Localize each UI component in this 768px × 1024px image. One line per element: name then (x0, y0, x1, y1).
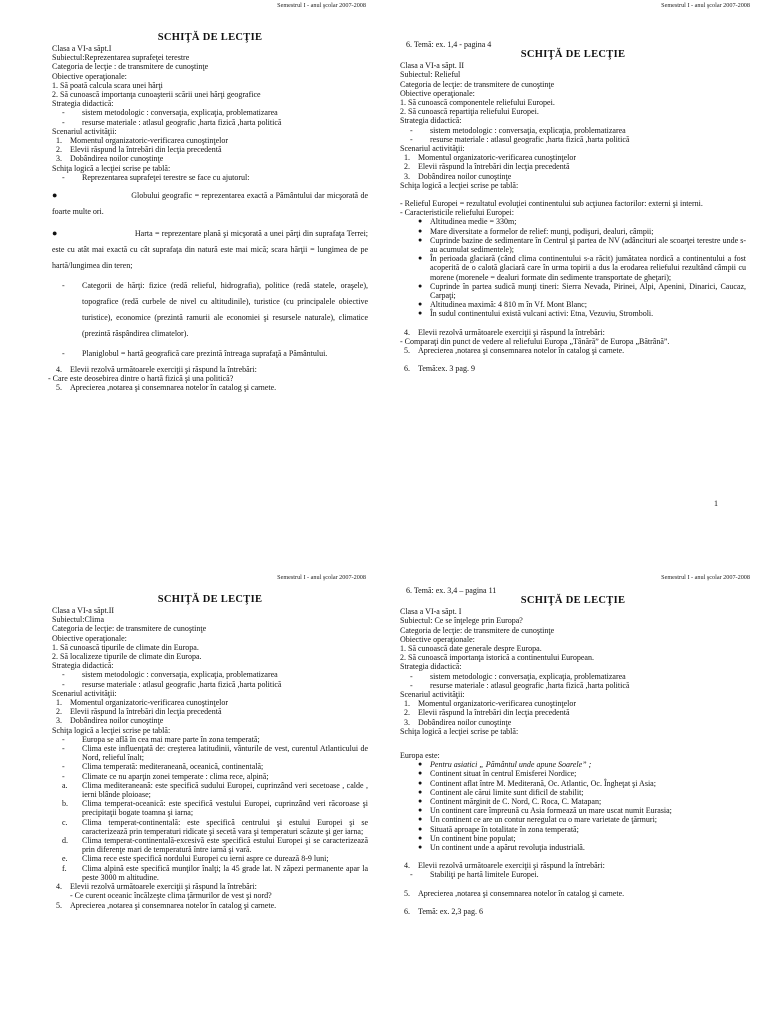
page-header: Semestrul I - anul şcolar 2007-2008 (277, 574, 366, 581)
page-header: Semestrul I - anul şcolar 2007-2008 (661, 574, 750, 581)
lesson-relieful (384, 0, 768, 512)
exercise-4: 4. Elevii rezolvă următoarele exerciţii şi răspund la întrebări: (56, 365, 257, 375)
objective-1: 1. Să cunoască date generale despre Europa. (400, 644, 542, 654)
scenario-title: Scenariul activităţii: (52, 126, 117, 136)
schema-title: Schiţa logică a lecţiei scrise pe tablă: (400, 180, 519, 190)
scenario-item: 2. Elevii răspund la întrebări din lecţia precedentă (56, 707, 222, 717)
strategy-item: - resurse materiale : atlasul geografic ,harta fizică ,harta politică (410, 680, 630, 690)
strategy-title: Strategia didactică: (52, 99, 114, 109)
europe-bullet: ● Continent ale cărui limite sunt dificil de stabilit; (418, 787, 584, 797)
relief-bullet: ● Mare diversitate a formelor de relief: munţi, podişuri, dealuri, câmpii; (418, 226, 654, 236)
scenario-item: 1. Momentul organizatoric-verificarea cunoştinţelor (56, 136, 229, 146)
objective-2: 2. Să cunoască repartiţia reliefului Europei. (400, 107, 539, 117)
lesson-reprezentarea (0, 0, 384, 512)
lesson-europa (384, 512, 768, 1024)
relief-bullet: ● Cuprinde în partea sudică munţi tineri: Sierra Nevada, Pirinei, Alpi, Apenini, Dinarici, Caucaz, Carpaţi; (418, 281, 746, 301)
relief-intro: - Relieful Europei = rezultatul evoluţiei continentului sub acţiunea factorilor: externi şi interni. (400, 199, 703, 209)
objectives-title: Obiective operaţionale: (52, 633, 127, 643)
scenario-item: 2. Elevii răspund la întrebări din lecţia precedentă (56, 145, 222, 155)
exercise-5: 5. Aprecierea ,notarea şi consemnarea notelor în catalog şi carnete. (404, 346, 625, 356)
climate-dash: - Europa se află în cea mai mare parte în zona temperată; (62, 734, 260, 744)
relief-bullet: ● Altitudinea medie = 330m; (418, 217, 517, 227)
exercise-question: - Comparaţi din punct de vedere al reliefului Europa „Tânără” de Europa „Bătrână”. (400, 336, 670, 346)
scenario-item: 2. Elevii răspund la întrebări din lecţia precedentă (404, 708, 570, 718)
map-categories: - Categorii de hărţi: fizice (redă relieful, hidrografia), politice (redă statele, oraşele), topografice (redă curbele de nivel cu altitudinile), turistice (cu principalele obiective turistice), economice (prezintă ramurii ale economiei şi resursele naturale), climatice (prezintă răspândirea climatelor). (62, 281, 368, 339)
europe-bullet: ● Continent situat în centrul Emisferei Nordice; (418, 769, 577, 779)
exercise-question: - Care este deosebirea dintre o hartă fizică şi una politică? (48, 374, 234, 384)
objectives-title: Obiective operaţionale: (400, 634, 475, 644)
scenario-item: 3. Dobândirea noilor cunoştinţe (404, 717, 512, 727)
schema-title: Schiţa logică a lecţiei scrise pe tablă: (400, 726, 519, 736)
scenario-item: 3. Dobândirea noilor cunoştinţe (56, 154, 164, 164)
category-line: Categoria de lecţie : de transmitere de cunoştinţe (52, 62, 209, 72)
subject-line: Subiectul:Clima (52, 615, 104, 625)
globe-definition: ● Globului geografic = reprezentarea exactă a Pământului dar micşorată de foarte multe ori. (52, 190, 369, 217)
climate-dash: - Climate ce nu aparţin zonei temperate : clima rece, alpină; (62, 771, 269, 781)
homework: 6. Temă: ex. 2,3 pag. 6 (404, 906, 483, 916)
climate-type: c. Clima temperat-continentală: este specifică centrului şi estului Europei şi se caracterizează prin temperaturi ridicate şi secetă vara şi temperaturi scăzute şi ger iarna; (62, 817, 368, 836)
objectives-title: Obiective operaţionale: (400, 88, 475, 98)
strategy-title: Strategia didactică: (400, 116, 462, 126)
scenario-item: 1. Momentul organizatoric-verificarea cunoştinţelor (404, 153, 577, 163)
climate-type: e. Clima rece este specifică nordului Europei cu ierni aspre ce durează 8-9 luni; (62, 854, 329, 864)
subject-line: Subiectul:Reprezentarea suprafeţei terestre (52, 53, 190, 63)
relief-bullet: ● Cuprinde bazine de sedimentare în Centrul şi partea de NV (adâncituri ale scoarţei terestre unde s-au acumulat sedimentele); (418, 235, 746, 255)
schema-dash: - Reprezentarea suprafeţei terestre se face cu ajutorul: (62, 172, 250, 182)
strategy-title: Strategia didactică: (52, 661, 114, 671)
strategy-item: - resurse materiale : atlasul geografic ,harta fizică ,harta politică (410, 134, 630, 144)
class-line: Clasa a VI-a săpt. I (400, 607, 462, 617)
class-line: Clasa a VI-a săpt.II (52, 606, 115, 615)
europe-bullet: ● Un continent care împreună cu Asia formează un mare uscat numit Eurasia; (418, 806, 672, 816)
strategy-item: - sistem metodologic : conversaţia, explicaţia, problematizarea (410, 125, 626, 135)
schema-title: Schiţa logică a lecţiei scrise pe tablă: (52, 725, 171, 735)
climate-dash: - Clima temperată: mediteraneană, oceanică, continentală; (62, 762, 264, 772)
page-number: 1 (714, 499, 718, 508)
europe-bullet: ● Pentru asiatici „ Pământul unde apune Soarele” ; (418, 760, 592, 770)
climate-dash: - Clima este influenţată de: creşterea latitudinii, vânturile de vest, curentul Atlanticului de Nord, relieful înalt; (62, 744, 368, 763)
strategy-item: - resurse materiale : atlasul geografic ,harta fizică ,harta politică (62, 117, 282, 127)
scenario-item: 1. Momentul organizatoric-verificarea cunoştinţelor (56, 698, 229, 708)
exercise-5: 5. Aprecierea ,notarea şi consemnarea notelor în catalog şi carnete. (56, 383, 277, 393)
category-line: Categoria de lecţie: de transmitere de cunoştinţe (400, 79, 555, 89)
europe-bullet: ● Situată aproape în totalitate în zona temperată; (418, 824, 579, 834)
strategy-title: Strategia didactică: (400, 662, 462, 672)
lesson-title: SCHIŢĂ DE LECŢIE (157, 594, 263, 605)
class-line: Clasa a VI-a săpt. II (400, 61, 465, 71)
schema-title: Schiţa logică a lecţiei scrise pe tablă: (52, 163, 171, 173)
scenario-item: 3. Dobândirea noilor cunoştinţe (56, 716, 164, 726)
climate-type: b. Clima temperat-oceanică: este specifică vestului Europei, cuprinzând veri răcoroase şi precipitaţii bogate toamna şi iarna; (62, 799, 368, 818)
class-line: Clasa a VI-a săpt.I (52, 44, 112, 53)
page-header: Semestrul I - anul şcolar 2007-2008 (277, 2, 366, 9)
europe-bullet: ● Continent mărginit de C. Nord, C. Roca, C. Matapan; (418, 797, 602, 807)
map-definition: ● Harta = reprezentare plană şi micşorată a unei părţi din suprafaţa Terrei; este cu atât mai exactă cu cât suprafaţa din natură este mai mică; scara hărţii = lungimea de pe hartă/lungimea din teren; (52, 228, 369, 271)
category-line: Categoria de lecţie: de transmitere de cunoştinţe (52, 624, 207, 634)
objective-1: 1. Să poată calcula scara unei hărţi (52, 80, 163, 90)
lesson-title: SCHIŢĂ DE LECŢIE (520, 595, 626, 607)
lesson-title: SCHIŢĂ DE LECŢIE (520, 49, 626, 61)
scenario-item: 3. Dobândirea noilor cunoştinţe (404, 171, 512, 181)
scenario-title: Scenariul activităţii: (52, 688, 117, 698)
climate-type: d. Clima temperat-continentală-excesivă este specifică estului Europei şi se caracterizează prin diferenţe mari de temperatură între iarnă şi vară. (62, 836, 368, 855)
objective-2: 2. Să cunoască importanţa istorică a continentului European. (400, 653, 594, 663)
exercise-5: 5. Aprecierea ,notarea şi consemnarea notelor în catalog şi carnete. (404, 888, 625, 898)
page-header: Semestrul I - anul şcolar 2007-2008 (661, 2, 750, 9)
objective-1: 1. Să cunoască componentele reliefului Europei. (400, 98, 555, 108)
subject-line: Subiectul: Relieful (400, 70, 461, 80)
exercise-4: 4. Elevii rezolvă următoarele exerciţii şi răspund la întrebări: (404, 327, 605, 337)
scenario-title: Scenariul activităţii: (400, 690, 465, 700)
exercise-5: 5. Aprecierea ,notarea şi consemnarea notelor în catalog şi carnete. (56, 900, 277, 910)
exercise-question: - Stabiliţi pe hartă limitele Europei. (410, 870, 539, 880)
strategy-item: - resurse materiale : atlasul geografic ,harta fizică ,harta politică (62, 679, 282, 689)
characteristics-title: - Caracteristicile reliefului Europei: (400, 208, 514, 218)
scenario-title: Scenariul activităţii: (400, 144, 465, 154)
lesson-title: SCHIŢĂ DE LECŢIE (157, 32, 263, 43)
homework-previous: 6. Temă: ex. 1,4 - pagina 4 (406, 40, 492, 49)
exercise-4: 4. Elevii rezolvă următoarele exerciţii şi răspund la întrebări: (56, 882, 257, 892)
homework-previous: 6. Temă: ex. 3,4 – pagina 11 (406, 586, 497, 595)
strategy-item: - sistem metodologic : conversaţia, explicaţia, problematizarea (62, 670, 278, 680)
relief-bullet: ● În perioada glaciară (când clima continentului s-a răcit) jumătatea nordică a continentului a fost acoperită de o calotă glaciară care în urma topirii a dus la erodarea reliefului rezultând câmpii cu morene (morenele = dealuri formate din sedimente transportate de gheţari); (418, 254, 746, 282)
scenario-item: 1. Momentul organizatoric-verificarea cunoştinţelor (404, 699, 577, 709)
subject-line: Subiectul: Ce se înţelege prin Europa? (400, 616, 523, 626)
planiglob: - Planiglobul = hartă geografică care prezintă întreaga suprafaţă a Pământului. (62, 349, 328, 359)
europe-bullet: ● Un continent ce are un contur neregulat cu o mare varietate de ţărmuri; (418, 815, 658, 825)
category-line: Categoria de lecţie: de transmitere de cunoştinţe (400, 625, 555, 635)
strategy-item: - sistem metodologic : conversaţia, explicaţia, problematizarea (410, 671, 626, 681)
relief-bullet: ● În sudul continentului există vulcani activi: Etna, Vezuviu, Stromboli. (418, 309, 654, 319)
objective-2: 2. Să localizeze tipurile de climate din Europa. (52, 652, 202, 662)
europe-title: Europa este: (400, 751, 440, 761)
strategy-item: - sistem metodologic : conversaţia, explicaţia, problematizarea (62, 108, 278, 118)
exercise-4: 4. Elevii rezolvă următoarele exerciţii şi răspund la întrebări: (404, 861, 605, 871)
objective-2: 2. Să cunoască importanţa cunoaşterii scării unei hărţi geografice (52, 90, 261, 100)
europe-bullet: ● Un continent bine populat; (418, 833, 516, 843)
exercise-question: - Ce curent oceanic încălzeşte clima ţărmurilor de vest şi nord? (70, 891, 272, 901)
lesson-clima (0, 512, 384, 1024)
homework: 6. Temă:ex. 3 pag. 9 (404, 364, 475, 374)
scenario-item: 2. Elevii răspund la întrebări din lecţia precedentă (404, 162, 570, 172)
objectives-title: Obiective operaţionale: (52, 71, 127, 81)
climate-type: a. Clima mediteraneană: este specifică sudului Europei, cuprinzând veri secetoase , calde , ierni blânde ploioase; (62, 780, 368, 800)
climate-type: f. Clima alpină este specifică munţilor înalţi; la 45 grade lat. N zăpezi permanente apar la peste 3000 m altitudine. (62, 863, 368, 882)
objective-1: 1. Să cunoască tipurile de climate din Europa. (52, 642, 199, 652)
europe-bullet: ● Un continent unde a apărut revoluţia industrială. (418, 843, 585, 853)
europe-bullet: ● Continent aflat între M. Mediterană, Oc. Atlantic, Oc. Îngheţat şi Asia; (418, 778, 656, 788)
relief-bullet: ● Altitudinea maximă: 4 810 m în Vf. Mont Blanc; (418, 300, 587, 310)
